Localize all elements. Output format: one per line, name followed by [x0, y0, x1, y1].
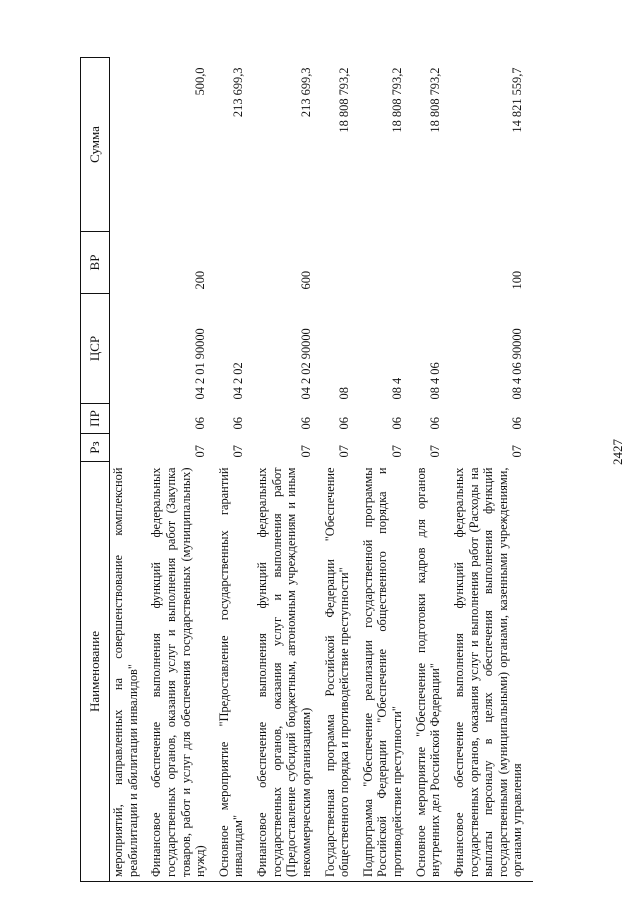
row-sum: 500,0 [193, 67, 208, 96]
rotated-page-content [80, 58, 610, 882]
table-row [216, 58, 254, 882]
header-pr: ПР [81, 404, 110, 434]
header-csr: ЦСР [81, 294, 110, 404]
row-sum: 18 808 793,2 [390, 67, 404, 133]
row-rz: 07 [298, 445, 313, 458]
row-rz: 07 [231, 445, 246, 458]
budget-table [80, 57, 533, 882]
table-row [322, 58, 360, 882]
table-row [254, 58, 322, 882]
row-pr: 06 [337, 417, 352, 430]
header-rz: Рз [81, 434, 110, 462]
row-sum: 213 699,3 [298, 67, 313, 118]
row-rz: 07 [428, 445, 443, 458]
row-csr: 08 4 06 90000 [510, 328, 525, 400]
row-name: Основное мероприятие "Предоставление государственных гарантий инвалидам" [216, 462, 254, 882]
row-sum: 18 808 793,2 [428, 67, 443, 133]
row-csr: 04 2 02 90000 [298, 328, 313, 400]
row-pr: 06 [510, 417, 525, 430]
row-name: Финансовое обеспечение выполнения функций федеральных государственных органов, оказания услуг и выполнения работ (Предоставление субсидий бюджетным, автономным учреждениям и иным некоммерческим организациям) [254, 462, 322, 882]
row-rz: 07 [193, 445, 208, 458]
row-pr: 06 [193, 417, 208, 430]
header-vr: ВР [81, 232, 110, 294]
row-name: Финансовое обеспечение выполнения функций федеральных государственных органов, оказания услуг и выполнения работ (Расходы на выплаты персоналу в целях обеспечения выполнения функций государственными (муниципальными) органами, казенными учреждениями, органами управления [451, 462, 533, 882]
row-name: мероприятий, направленных на совершенствование комплексной реабилитации и абилитации инвалидов" [110, 462, 149, 882]
table-row [148, 58, 216, 882]
row-vr [216, 232, 254, 294]
row-vr: 200 [193, 270, 208, 290]
row-csr: 08 4 06 [428, 362, 443, 400]
row-name: Государственная программа Российской Федерации "Обеспечение общественного порядка и противодействие преступности" [322, 462, 360, 882]
row-vr [110, 232, 149, 294]
row-pr: 06 [428, 417, 443, 430]
table-row [360, 58, 413, 882]
row-vr [360, 232, 413, 294]
row-sum [110, 58, 149, 232]
row-csr: 04 2 01 90000 [193, 328, 208, 400]
row-rz: 07 [337, 445, 352, 458]
table-row [451, 58, 533, 882]
row-sum: 14 821 559,7 [510, 67, 525, 133]
row-name: Подпрограмма "Обеспечение реализации государственной программы Российской Федерации "Обеспечение общественного порядка и противодействие преступности" [360, 462, 413, 882]
row-vr [413, 232, 451, 294]
row-vr: 100 [510, 270, 525, 290]
row-csr: 08 4 [390, 377, 404, 400]
row-rz: 07 [390, 445, 404, 458]
table-row [110, 58, 149, 882]
row-pr: 06 [390, 417, 404, 430]
row-name: Финансовое обеспечение выполнения функций федеральных государственных органов, оказания услуг и выполнения работ (Закупка товаров, работ и услуг для обеспечения государственных (муниципальных) нужд) [148, 462, 216, 882]
row-name: Основное мероприятие "Обеспечение подготовки кадров для органов внутренних дел Российской Федерации" [413, 462, 451, 882]
row-pr: 06 [231, 417, 246, 430]
page-number: 2427 [610, 439, 625, 465]
row-csr [110, 294, 149, 404]
row-pr [110, 404, 149, 434]
row-vr [322, 232, 360, 294]
row-vr: 600 [298, 270, 313, 290]
row-sum: 18 808 793,2 [337, 67, 352, 133]
row-rz: 07 [510, 445, 525, 458]
row-sum: 213 699,3 [231, 67, 246, 118]
table-row [413, 58, 451, 882]
header-sum: Сумма [81, 58, 110, 232]
row-pr: 06 [298, 417, 313, 430]
table-header-row [81, 58, 110, 882]
row-csr: 04 2 02 [231, 362, 246, 400]
row-csr: 08 [337, 387, 352, 400]
header-name: Наименование [81, 462, 110, 882]
row-rz [110, 434, 149, 462]
